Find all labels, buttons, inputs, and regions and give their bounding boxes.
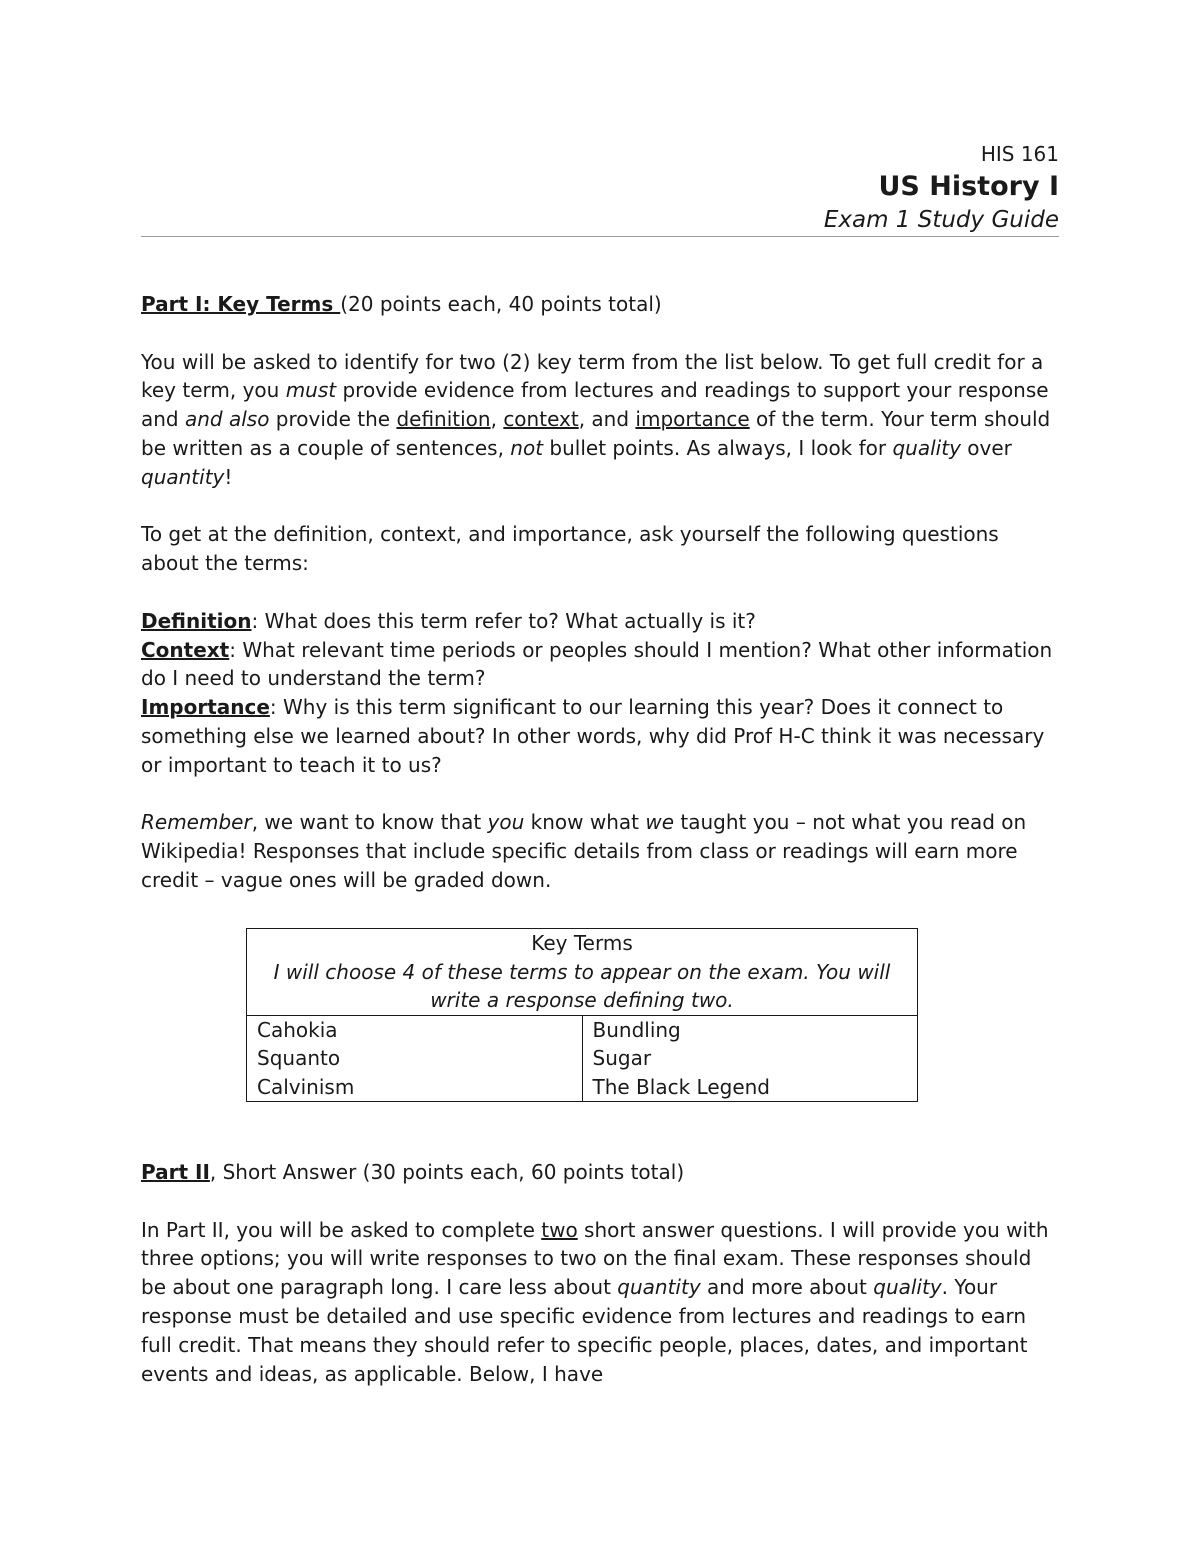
remember-emphasis-we: we xyxy=(645,810,675,835)
part2-paragraph xyxy=(141,1216,1059,1389)
intro-emphasis-quantity: quantity xyxy=(141,464,225,489)
definition-text: : What does this term refer to? What actually is it? xyxy=(251,608,756,633)
key-terms-table-header-row xyxy=(247,929,918,1016)
intro-text: You will be asked to identify for two (2) key term from the list below. To get full credit for a key term, you xyxy=(141,349,1044,403)
key-terms-table-header xyxy=(247,929,918,1016)
intro-underline-definition: definition xyxy=(396,407,491,432)
key-term-item: Cahokia xyxy=(257,1017,338,1042)
intro-text: bullet points. As always, I look for xyxy=(543,435,893,460)
part2-heading-line xyxy=(141,1158,1059,1187)
key-term-item: Bundling xyxy=(592,1017,681,1042)
key-terms-table-note: I will choose 4 of these terms to appear on the exam. You will write a response defining two. xyxy=(273,959,891,1012)
part2-section xyxy=(141,1158,1059,1388)
header-divider xyxy=(141,236,1059,237)
part2-text: In Part II, you will be asked to complete xyxy=(141,1217,542,1242)
part1-heading: Part I: Key Terms xyxy=(141,292,341,316)
intro-emphasis-must: must xyxy=(285,378,337,403)
key-terms-table-row xyxy=(247,1015,918,1102)
part2-heading: Part II xyxy=(141,1160,210,1184)
remember-emphasis-you: you xyxy=(487,810,525,835)
key-terms-table-title: Key Terms xyxy=(531,931,633,955)
part1-points: (20 points each, 40 points total) xyxy=(340,292,662,316)
key-terms-table xyxy=(246,928,918,1102)
part1-intro-paragraph xyxy=(141,348,1059,492)
key-term-item: Squanto xyxy=(257,1046,341,1070)
importance-text: : Why is this term significant to our learning this year? Does it connect to something else we learned about? In other words, why did Prof H-C think it was necessary or important to teach it to us? xyxy=(141,695,1045,777)
intro-emphasis-not: not xyxy=(510,435,544,460)
course-code: HIS 161 xyxy=(980,142,1059,166)
intro-text: provide evidence from lectures and readings to support your response and xyxy=(141,378,1049,432)
key-terms-right-column xyxy=(582,1015,918,1102)
intro-underline-context: context xyxy=(503,407,579,432)
ask-paragraph: To get at the definition, context, and importance, ask yourself the following questions about the terms: xyxy=(141,522,999,576)
key-term-item: Sugar xyxy=(592,1046,652,1070)
intro-text: over xyxy=(960,435,1012,460)
definition-line xyxy=(141,607,1059,636)
context-line xyxy=(141,636,1059,694)
intro-underline-importance: importance xyxy=(635,407,750,432)
importance-line xyxy=(141,693,1059,779)
key-term-item: Calvinism xyxy=(257,1074,355,1099)
intro-emphasis-and-also: and also xyxy=(184,407,270,432)
part2-emphasis-quality: quality xyxy=(873,1275,942,1300)
definition-label: Definition xyxy=(141,608,252,633)
part2-points: , Short Answer (30 points each, 60 points total) xyxy=(209,1160,685,1184)
context-label: Context xyxy=(141,637,230,662)
part2-text: . Your response must be detailed and use specific evidence from lectures and readings to earn full credit. That means they should refer to specific people, places, dates, and important events and ideas, as applicable. Below, I have xyxy=(141,1275,1028,1386)
part2-text: and more about xyxy=(700,1275,874,1300)
intro-text: provide the xyxy=(269,407,397,432)
part1-section xyxy=(141,290,1059,895)
document-header xyxy=(141,140,1059,236)
document-title: US History I xyxy=(878,171,1059,202)
remember-text: taught you – not what you read on Wikipedia! Responses that include specific details from class or readings will earn more credit – vague ones will be graded down. xyxy=(141,810,1027,892)
remember-emphasis: Remember xyxy=(141,810,252,835)
remember-paragraph xyxy=(141,808,1059,894)
part2-text: short answer questions. I will provide you with three options; you will write responses to two on the final exam. These responses should be about one paragraph long. I care less about xyxy=(141,1217,1049,1300)
remember-text: , we want to know that xyxy=(251,810,488,835)
key-term-item: The Black Legend xyxy=(592,1074,770,1099)
document-subtitle: Exam 1 Study Guide xyxy=(823,207,1059,233)
context-text: : What relevant time periods or peoples should I mention? What other information do I need to understand the term? xyxy=(141,637,1053,691)
part2-emphasis-quantity: quantity xyxy=(617,1275,701,1300)
intro-text: , and xyxy=(578,407,636,432)
intro-text: ! xyxy=(224,464,233,489)
part2-underline-two: two xyxy=(541,1217,578,1242)
intro-text: of the term. Your term should be written as a couple of sentences, xyxy=(141,407,1051,460)
importance-label: Importance xyxy=(141,695,270,720)
intro-emphasis-quality: quality xyxy=(892,435,961,460)
part1-heading-line xyxy=(141,290,1059,319)
intro-text: , xyxy=(490,407,504,432)
remember-text: know what xyxy=(524,810,646,835)
key-terms-left-column xyxy=(247,1015,583,1102)
